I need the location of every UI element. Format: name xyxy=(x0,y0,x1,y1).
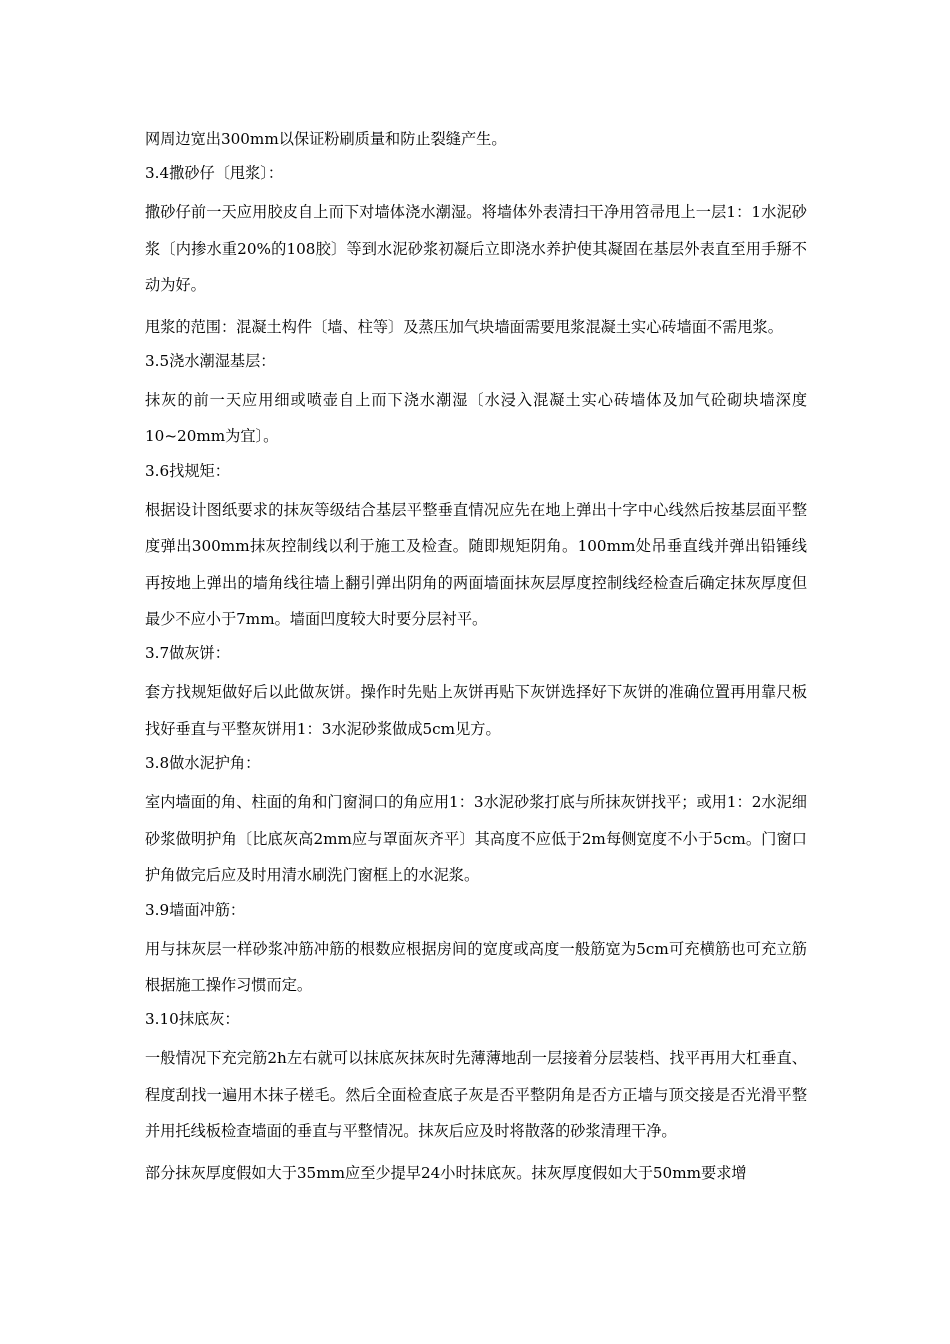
paragraph: 部分抹灰厚度假如大于35mm应至少提早24小时抹底灰。抹灰厚度假如大于50mm要求增 xyxy=(145,1163,747,1182)
paragraph: 用与抹灰层一样砂浆冲筋冲筋的根数应根据房间的宽度或高度一般筋宽为5cm可充横筋也可充立筋根据施工操作习惯而定。 xyxy=(145,939,807,994)
paragraph: 网周边宽出300mm以保证粉刷质量和防止裂缝产生。 xyxy=(145,130,507,148)
paragraph: 室内墙面的角、柱面的角和门窗洞口的角应用1：3水泥砂浆打底与所抹灰饼找平；或用1：2水泥细砂浆做明护角〔比底灰高2mm应与罩面灰齐平〕其高度不应低于2m每侧宽度不小于5cm。门窗口护角做完后应及时用清水刷洗门窗框上的水泥浆。 xyxy=(145,793,807,885)
section-heading-3-8: 3.8做水泥护角： xyxy=(145,754,261,773)
section-heading-3-9: 3.9墙面冲筋： xyxy=(145,900,246,919)
section-heading-3-4: 3.4撒砂仔〔甩浆〕： xyxy=(145,164,284,183)
document-body xyxy=(145,121,807,1191)
paragraph: 套方找规矩做好后以此做灰饼。操作时先贴上灰饼再贴下灰饼选择好下灰饼的准确位置再用靠尺板找好垂直与平整灰饼用1：3水泥砂浆做成5cm见方。 xyxy=(145,683,807,738)
paragraph: 一般情况下充完筋2h左右就可以抹底灰抹灰时先薄薄地刮一层接着分层装档、找平再用大杠垂直、程度刮找一遍用木抹子槎毛。然后全面检查底子灰是否平整阴角是否方正墙与顶交接是否光滑平整并用托线板检查墙面的垂直与平整情况。抹灰后应及时将散落的砂浆清理干净。 xyxy=(145,1049,807,1141)
paragraph: 撒砂仔前一天应用胶皮自上而下对墙体浇水潮湿。将墙体外表清扫干净用笤帚甩上一层1：1水泥砂浆〔内掺水重20%的108胶〕等到水泥砂浆初凝后立即浇水养护使其凝固在基层外表直至用手掰不动为好。 xyxy=(145,203,807,295)
section-heading-3-7: 3.7做灰饼： xyxy=(145,644,230,663)
section-heading-3-5: 3.5浇水潮湿基层： xyxy=(145,352,276,371)
section-heading-3-6: 3.6找规矩： xyxy=(145,461,230,480)
section-heading-3-10: 3.10抹底灰： xyxy=(145,1010,240,1029)
paragraph: 根据设计图纸要求的抹灰等级结合基层平整垂直情况应先在地上弹出十字中心线然后按基层面平整度弹出300mm抹灰控制线以利于施工及检查。随即规矩阴角。100mm处吊垂直线并弹出铅锤线再按地上弹出的墙角线往墙上翻引弹出阴角的两面墙面抹灰层厚度控制线经检查后确定抹灰厚度但最少不应小于7mm。墙面凹度较大时要分层衬平。 xyxy=(145,500,807,629)
paragraph: 甩浆的范围：混凝土构件〔墙、柱等〕及蒸压加气块墙面需要甩浆混凝土实心砖墙面不需甩浆。 xyxy=(145,317,783,336)
paragraph: 抹灰的前一天应用细或喷壶自上而下浇水潮湿〔水浸入混凝土实心砖墙体及加气砼砌块墙深度10~20mm为宜〕。 xyxy=(145,391,807,446)
